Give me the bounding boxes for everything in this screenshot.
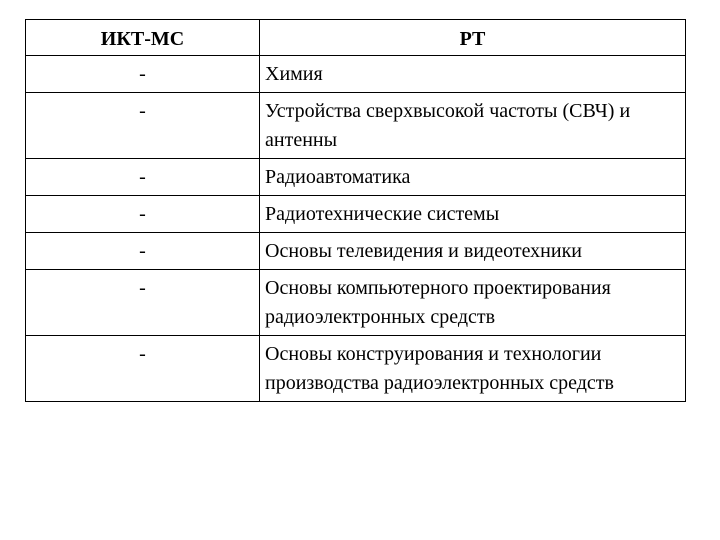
rt-cell: Химия <box>260 56 686 93</box>
table-row <box>26 196 686 233</box>
rt-cell: Устройства сверхвысокой частоты (СВЧ) и антенны <box>260 93 686 159</box>
ikt-ms-cell: - <box>26 56 260 93</box>
table-header <box>26 20 686 56</box>
rt-cell: Основы конструирования и технологии производства радиоэлектронных средств <box>260 336 686 402</box>
column-header-ikt-ms: ИКТ-МС <box>26 20 260 56</box>
table-row <box>26 159 686 196</box>
header-row <box>26 20 686 56</box>
table-row <box>26 233 686 270</box>
table-body <box>26 56 686 402</box>
table-row <box>26 93 686 159</box>
ikt-ms-cell: - <box>26 159 260 196</box>
ikt-ms-cell: - <box>26 196 260 233</box>
table-row <box>26 336 686 402</box>
rt-cell: Основы телевидения и видеотехники <box>260 233 686 270</box>
rt-cell: Основы компьютерного проектирования радиоэлектронных средств <box>260 270 686 336</box>
rt-cell: Радиоавтоматика <box>260 159 686 196</box>
ikt-ms-cell: - <box>26 336 260 402</box>
comparison-table <box>25 19 686 402</box>
table-row <box>26 270 686 336</box>
column-header-rt: РТ <box>260 20 686 56</box>
rt-cell: Радиотехнические системы <box>260 196 686 233</box>
ikt-ms-cell: - <box>26 93 260 159</box>
ikt-ms-cell: - <box>26 270 260 336</box>
ikt-ms-cell: - <box>26 233 260 270</box>
table-row <box>26 56 686 93</box>
